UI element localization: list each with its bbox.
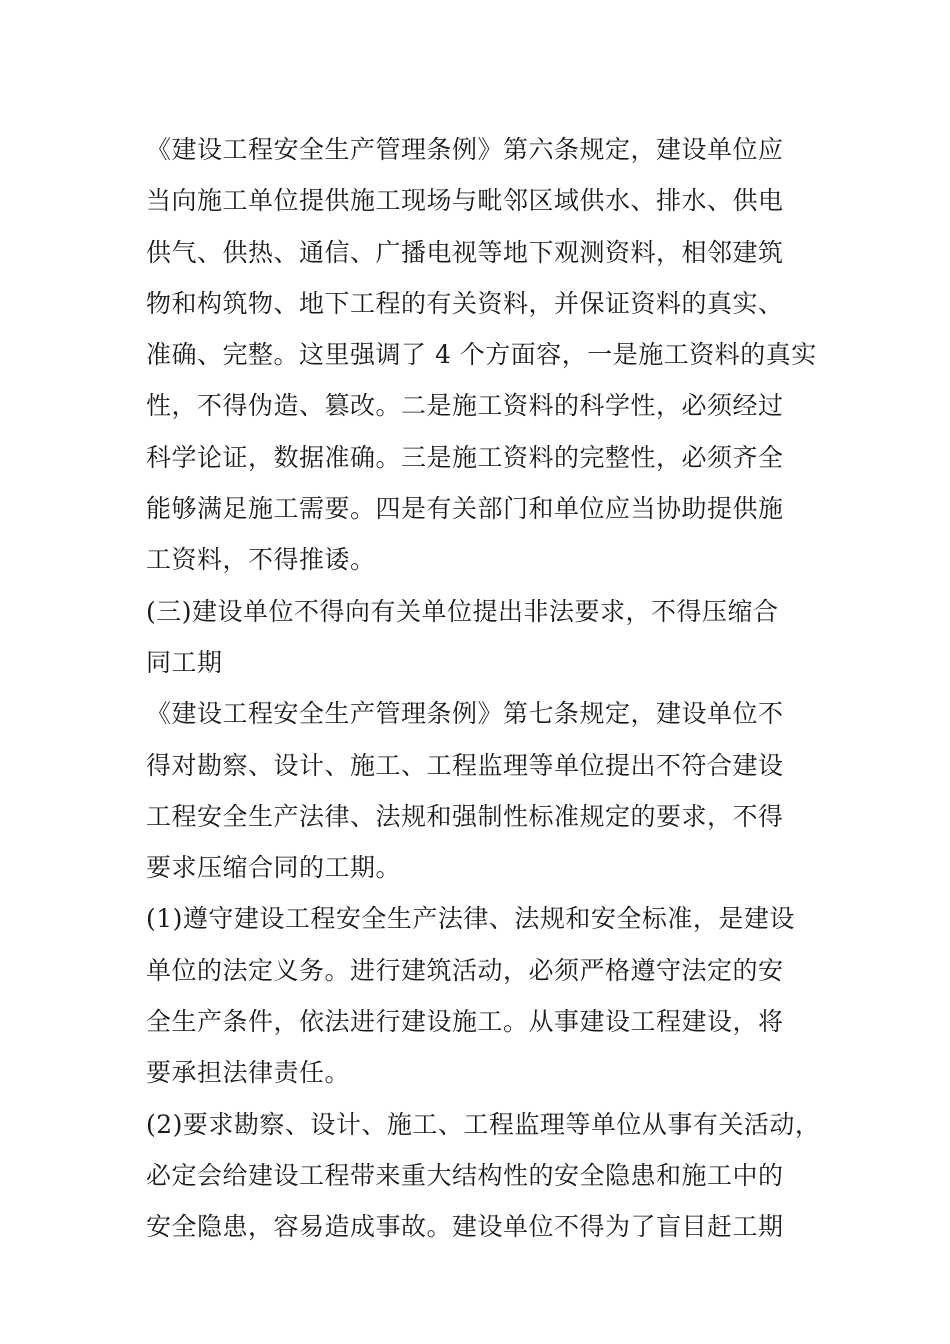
text-line: 得对勘察、设计、施工、工程监理等单位提出不符合建设 xyxy=(146,750,784,780)
text-line: 当向施工单位提供施工现场与毗邻区域供水、排水、供电 xyxy=(146,186,784,216)
text-line: 物和构筑物、地下工程的有关资料，并保证资料的真实、 xyxy=(146,288,784,318)
list-item-text: 安全隐患，容易造成事故。建设单位不得为了盲目赶工期 xyxy=(146,1212,784,1242)
list-item-text: 要承担法律责任。 xyxy=(146,1058,351,1088)
text-line: 准确、完整。这里强调了 4 个方面容，一是施工资料的真实 xyxy=(146,340,817,370)
text-line: 科学论证，数据准确。三是施工资料的完整性，必须齐全 xyxy=(146,442,784,472)
text-line: 工资料，不得推诿。 xyxy=(146,545,376,575)
list-item-text: (2)要求勘察、设计、施工、工程监理等单位从事有关活动， xyxy=(146,1109,821,1139)
text-line: 性，不得伪造、篡改。二是施工资料的科学性，必须经过 xyxy=(146,391,784,421)
text-line: 能够满足施工需要。四是有关部门和单位应当协助提供施 xyxy=(146,494,784,524)
text-line: 《建设工程安全生产管理条例》第六条规定，建设单位应 xyxy=(146,135,784,164)
section-heading: 同工期 xyxy=(146,647,223,677)
section-heading: (三)建设单位不得向有关单位提出非法要求，不得压缩合 xyxy=(146,596,779,626)
list-item-text: (1)遵守建设工程安全生产法律、法规和安全标准，是建设 xyxy=(146,904,795,934)
text-line: 供气、供热、通信、广播电视等地下观测资料，相邻建筑 xyxy=(146,237,784,267)
list-item-text: 全生产条件，依法进行建设施工。从事建设工程建设，将 xyxy=(146,1007,784,1037)
document-body xyxy=(146,124,821,1253)
text-line: 要求压缩合同的工期。 xyxy=(146,853,402,883)
text-line: 《建设工程安全生产管理条例》第七条规定，建设单位不 xyxy=(146,699,784,729)
list-item-text: 必定会给建设工程带来重大结构性的安全隐患和施工中的 xyxy=(146,1160,784,1190)
list-item-text: 单位的法定义务。进行建筑活动，必须严格遵守法定的安 xyxy=(146,955,784,985)
text-line: 工程安全生产法律、法规和强制性标准规定的要求，不得 xyxy=(146,801,784,831)
